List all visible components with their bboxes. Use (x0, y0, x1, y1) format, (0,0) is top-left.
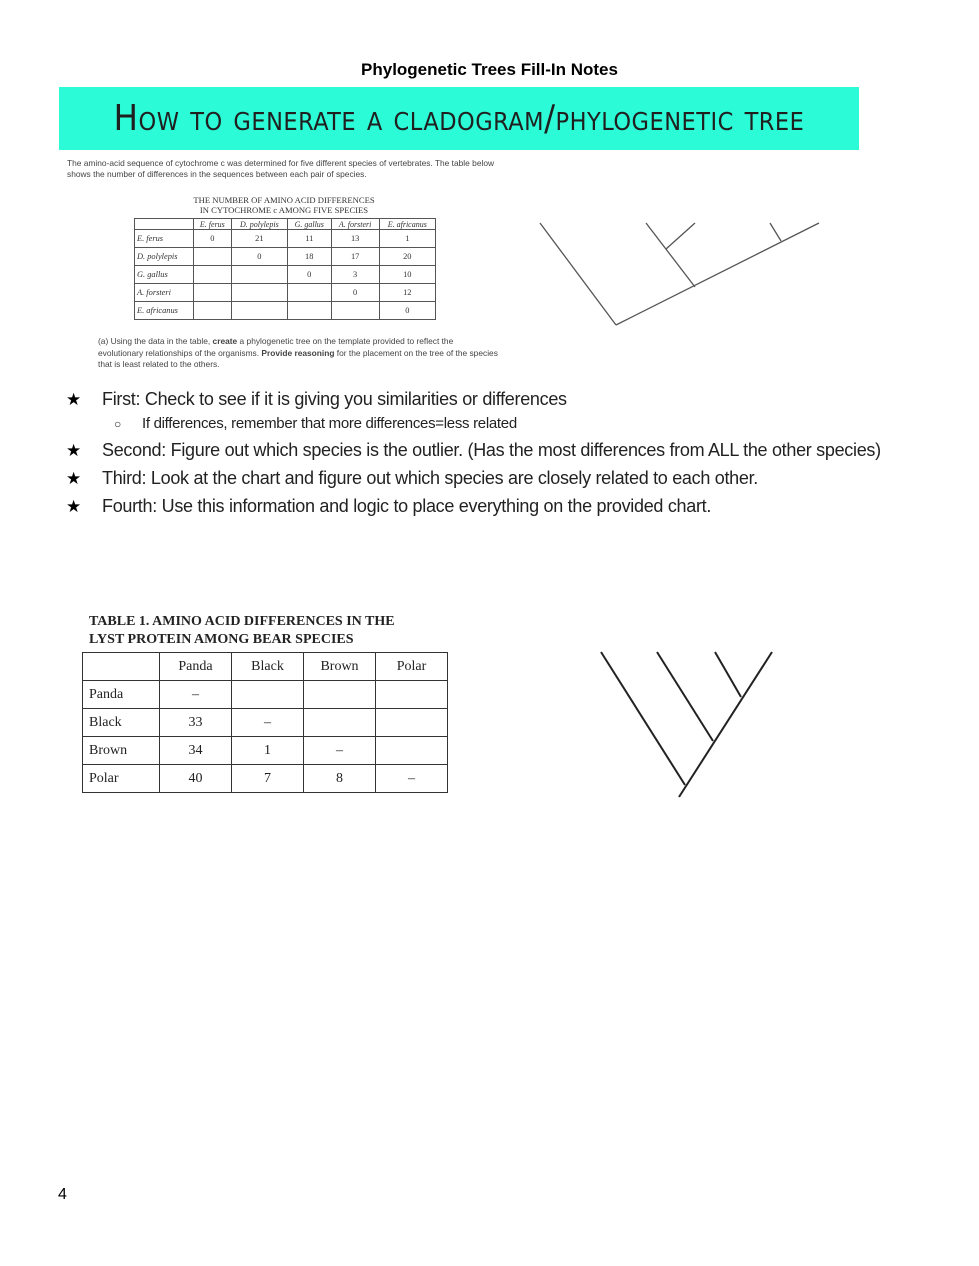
table2-title-line1: TABLE 1. AMINO ACID DIFFERENCES IN THE (89, 614, 395, 629)
table-header-row (135, 219, 436, 230)
table-cell: 0 (287, 266, 331, 284)
table-cell: – (160, 681, 232, 709)
column-header: E. africanus (379, 219, 435, 230)
row-header: G. gallus (135, 266, 194, 284)
tree-branch (770, 223, 781, 241)
table-cell: 0 (331, 284, 379, 302)
table-cell: 17 (331, 248, 379, 266)
column-header: Panda (160, 653, 232, 681)
table-cell (287, 302, 331, 320)
row-header: E. ferus (135, 230, 194, 248)
table-cell: – (304, 737, 376, 765)
table-cell: 11 (287, 230, 331, 248)
table-cell: 3 (331, 266, 379, 284)
table-cell: 8 (304, 765, 376, 793)
table-row (83, 709, 448, 737)
table-cell: 1 (232, 737, 304, 765)
table-cell (304, 709, 376, 737)
table-cell (193, 248, 231, 266)
table-row (83, 681, 448, 709)
column-header: Brown (304, 653, 376, 681)
table-cell: 21 (231, 230, 287, 248)
table-cell: – (376, 765, 448, 793)
step-item (66, 440, 881, 461)
table-cell (193, 302, 231, 320)
table-cell (231, 302, 287, 320)
row-header: Panda (83, 681, 160, 709)
tree-branch (657, 652, 713, 741)
table-cell (331, 302, 379, 320)
table1-title-line2: IN CYTOCHROME c AMONG FIVE SPECIES (199, 205, 369, 215)
tree-template-1 (530, 210, 830, 335)
step-text: Fourth: Use this information and logic to place everything on the provided chart. (102, 496, 712, 516)
table-row (135, 230, 436, 248)
row-header: Brown (83, 737, 160, 765)
row-header: E. africanus (135, 302, 194, 320)
substep-text: If differences, remember that more differences=less related (142, 415, 517, 432)
table-cell (231, 266, 287, 284)
bear-table (82, 652, 448, 793)
column-header: D. polylepis (231, 219, 287, 230)
column-header: G. gallus (287, 219, 331, 230)
table-row (135, 248, 436, 266)
table-row (83, 765, 448, 793)
row-header: Polar (83, 765, 160, 793)
table2-title-line2: LYST PROTEIN AMONG BEAR SPECIES (89, 632, 354, 647)
table-row (135, 302, 436, 320)
table1-title-line1: THE NUMBER OF AMINO ACID DIFFERENCES (193, 195, 375, 205)
column-header: A. forsteri (331, 219, 379, 230)
section-banner (59, 87, 859, 150)
banner-title: How to generate a cladogram/phylogenetic tree (113, 98, 805, 139)
table-cell: 1 (379, 230, 435, 248)
tree-branch (601, 652, 685, 785)
star-icon: ★ (66, 469, 81, 488)
table2-title (89, 613, 395, 649)
tree-branch (646, 223, 695, 287)
column-header: Black (232, 653, 304, 681)
table-cell (231, 284, 287, 302)
step-item (66, 389, 567, 410)
column-header: E. ferus (193, 219, 231, 230)
table-cell: 0 (231, 248, 287, 266)
table-cell: 40 (160, 765, 232, 793)
table-cell: 18 (287, 248, 331, 266)
step-text: Third: Look at the chart and figure out which species are closely related to each other. (102, 468, 758, 488)
corner-cell (83, 653, 160, 681)
step-item (66, 496, 711, 517)
table-cell (232, 681, 304, 709)
row-header: D. polylepis (135, 248, 194, 266)
question-bold-reasoning: Provide reasoning (261, 347, 335, 358)
substep-item (114, 415, 517, 432)
star-icon: ★ (66, 441, 81, 460)
table1-title (134, 195, 434, 215)
question-prefix: (a) Using the data in the table, (98, 336, 213, 346)
table-row (135, 284, 436, 302)
table-cell (376, 681, 448, 709)
table-header-row (83, 653, 448, 681)
table-cell (193, 266, 231, 284)
cytochrome-table (134, 218, 436, 320)
table-cell: 34 (160, 737, 232, 765)
row-header: A. forsteri (135, 284, 194, 302)
page-number: 4 (58, 1186, 67, 1203)
table-cell: – (232, 709, 304, 737)
question-end: for the placement on the tree of the species that is least related to the others. (98, 347, 498, 369)
tree-branch (666, 223, 695, 249)
table-cell: 0 (193, 230, 231, 248)
circle-bullet-icon: ○ (114, 417, 121, 431)
table-cell (376, 709, 448, 737)
step-item (66, 468, 758, 489)
table-cell (304, 681, 376, 709)
table-cell: 0 (379, 302, 435, 320)
table-cell (193, 284, 231, 302)
table-cell: 20 (379, 248, 435, 266)
table-cell: 7 (232, 765, 304, 793)
column-header: Polar (376, 653, 448, 681)
tree-branch (679, 652, 772, 797)
step-text: First: Check to see if it is giving you similarities or differences (102, 389, 567, 409)
question-mid: a phylogenetic tree on the template provided to reflect the evolutionary relationships of the organisms. (98, 336, 454, 358)
step-text: Second: Figure out which species is the outlier. (Has the most differences from ALL the other species) (102, 440, 881, 460)
star-icon: ★ (66, 390, 81, 409)
tree-branch (616, 223, 819, 325)
corner-cell (135, 219, 194, 230)
page-title: Phylogenetic Trees Fill-In Notes (361, 60, 618, 79)
table-cell: 33 (160, 709, 232, 737)
table-row (135, 266, 436, 284)
row-header: Black (83, 709, 160, 737)
table-cell: 10 (379, 266, 435, 284)
table-cell (287, 284, 331, 302)
intro-text: The amino-acid sequence of cytochrome c was determined for five different species of vertebrates. The table below shows the number of differences in the sequences between each pair of species. (67, 158, 495, 179)
table-row (83, 737, 448, 765)
tree-branch (540, 223, 616, 325)
tree-template-2 (595, 645, 780, 805)
question-text (98, 336, 500, 371)
star-icon: ★ (66, 497, 81, 516)
question-bold-create: create (212, 336, 238, 346)
table-cell: 12 (379, 284, 435, 302)
tree-branch (715, 652, 741, 697)
table-cell: 13 (331, 230, 379, 248)
table-cell (376, 737, 448, 765)
